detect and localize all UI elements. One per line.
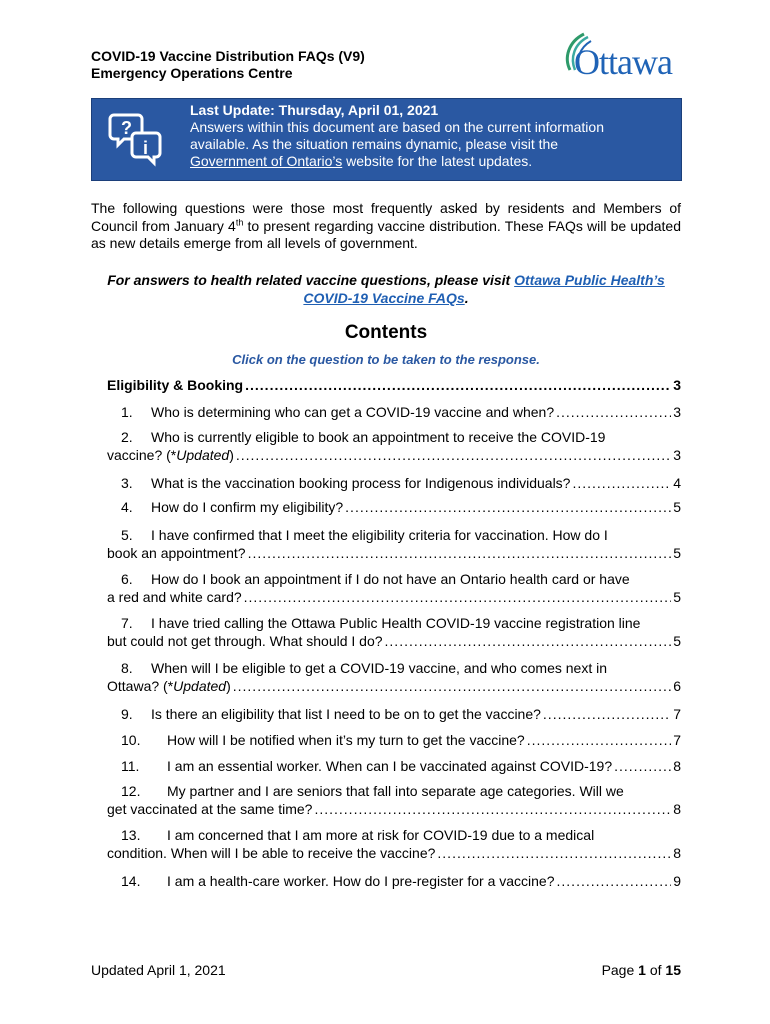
update-title: Last Update: Thursday, April 01, 2021 (190, 102, 439, 118)
toc-item-updated-tag: Updated (176, 447, 230, 463)
toc-item-row-continued (107, 844, 681, 862)
toc-item-title: How will I be notified when it’s my turn to get the vaccine? (167, 732, 525, 748)
toc-item-page: 7 (673, 732, 681, 748)
toc-item-row-continued (107, 800, 681, 818)
toc-item-row (121, 826, 681, 844)
page-prefix: Page (601, 962, 639, 978)
toc-item-title-continued: book an appointment? (107, 545, 246, 561)
toc-item-page: 5 (673, 545, 681, 561)
toc-leader-dots (543, 705, 671, 723)
toc-item-row (121, 403, 681, 421)
toc-item-title: Who is determining who can get a COVID-19 vaccine and when? (151, 404, 555, 420)
update-line-3-tail: website for the latest updates. (342, 153, 533, 169)
toc-item-number: 6. (121, 571, 133, 587)
toc-item-title-continued: condition. When will I be able to receive the vaccine? (107, 845, 436, 861)
toc-item-number: 2. (121, 429, 133, 445)
update-line-1: Answers within this document are based on the current information (190, 119, 604, 135)
toc-item-row (121, 782, 681, 800)
toc-leader-dots (245, 377, 671, 393)
toc-item-title: Who is currently eligible to book an appointment to receive the COVID-19 (151, 429, 606, 445)
toc-item-title: Is there an eligibility that list I need to be on to get the vaccine? (151, 706, 541, 722)
toc-item[interactable] (107, 826, 681, 862)
toc-item-title: I am a health-care worker. How do I pre-register for a vaccine? (167, 873, 555, 889)
page-mid: of (645, 962, 666, 978)
intro-paragraph (91, 200, 681, 253)
toc-item-row (121, 474, 681, 492)
toc-item-row-continued (107, 632, 681, 650)
toc-item-page: 4 (673, 475, 681, 491)
toc-item-number: 13. (121, 827, 141, 843)
toc-item-tail: ) (226, 678, 231, 694)
toc-item-row (121, 498, 681, 516)
toc-item[interactable] (121, 474, 681, 492)
toc-item-page: 5 (673, 499, 681, 515)
toc-item-title-continued: vaccine? (* (107, 447, 177, 463)
toc-leader-dots (572, 474, 671, 492)
page-current: 1 (638, 962, 646, 978)
toc-item-row-continued (107, 588, 681, 606)
toc-item-page: 8 (673, 801, 681, 817)
toc-item-number: 3. (121, 475, 133, 491)
toc-section-label: Eligibility & Booking (107, 377, 244, 393)
toc-item-title: How do I book an appointment if I do not have an Ontario health card or have (151, 571, 630, 587)
toc-section-page: 3 (673, 377, 681, 393)
toc-leader-dots (614, 757, 671, 775)
last-update-box (91, 98, 682, 181)
toc-item-title-continued: get vaccinated at the same time? (107, 801, 313, 817)
toc-leader-dots (233, 677, 671, 695)
toc-item-page: 8 (673, 845, 681, 861)
toc-item-title: How do I confirm my eligibility? (151, 499, 344, 515)
toc-item-row (121, 428, 681, 446)
health-questions-note (91, 271, 681, 307)
toc-item-page: 3 (673, 404, 681, 420)
update-text (190, 102, 670, 170)
toc-item-tail: ) (229, 447, 234, 463)
question-info-chat-icon (108, 109, 166, 169)
toc-item-row (121, 614, 681, 632)
toc-item[interactable] (121, 731, 681, 749)
toc-item-title: I am concerned that I am more at risk for COVID-19 due to a medical (167, 827, 595, 843)
toc-item-title: My partner and I are seniors that fall into separate age categories. Will we (167, 783, 624, 799)
toc-item-title-continued: but could not get through. What should I do? (107, 633, 383, 649)
toc-item[interactable] (121, 403, 681, 421)
document-title: COVID-19 Vaccine Distribution FAQs (V9) (91, 48, 365, 64)
toc-item-number: 5. (121, 527, 133, 543)
toc-item-row (121, 757, 681, 775)
svg-text:?: ? (121, 118, 132, 138)
toc-item-title: I am an essential worker. When can I be vaccinated against COVID-19? (167, 758, 613, 774)
toc-item-page: 9 (673, 873, 681, 889)
toc-item-number: 9. (121, 706, 133, 722)
toc-item-title: I have tried calling the Ottawa Public Health COVID-19 vaccine registration line (151, 615, 641, 631)
toc-item[interactable] (107, 614, 681, 650)
toc-item-row (121, 731, 681, 749)
toc-item-title: When will I be eligible to get a COVID-19 vaccine, and who comes next in (151, 660, 608, 676)
toc-leader-dots (437, 844, 671, 862)
contents-hint: Click on the question to be taken to the response. (232, 352, 540, 367)
toc-item-page: 6 (673, 678, 681, 694)
toc-item[interactable] (107, 526, 681, 562)
toc-item-number: 14. (121, 873, 141, 889)
toc-item[interactable] (121, 872, 681, 890)
toc-item-row (121, 659, 681, 677)
toc-item-number: 10. (121, 732, 141, 748)
toc-item-row (121, 570, 681, 588)
toc-leader-dots (244, 588, 672, 606)
toc-leader-dots (236, 446, 671, 464)
contents-heading: Contents (344, 322, 428, 343)
toc-item[interactable] (107, 659, 681, 695)
toc-item[interactable] (121, 498, 681, 516)
toc-item-number: 11. (121, 758, 140, 774)
document-subtitle: Emergency Operations Centre (91, 65, 293, 81)
intro-text-start: The following questions were those most frequently asked by residents and Members of Council from January 4 (91, 200, 681, 234)
toc-item-title-continued: a red and white card? (107, 589, 242, 605)
toc-item[interactable] (107, 570, 681, 606)
toc-item-title-continued: Ottawa? (* (107, 678, 174, 694)
toc-item[interactable] (121, 705, 681, 723)
toc-item-page: 7 (673, 706, 681, 722)
toc-leader-dots (385, 632, 672, 650)
toc-item[interactable] (107, 428, 681, 464)
toc-item-number: 7. (121, 615, 133, 631)
toc-item-row-continued (107, 544, 681, 562)
toc-item-row (121, 705, 681, 723)
intro-text-end: to present regarding vaccine distribution. These FAQs will be updated as new details emerge from all levels of government. (91, 217, 682, 251)
toc-item-page: 5 (673, 633, 681, 649)
toc-leader-dots (314, 800, 671, 818)
toc-item-number: 8. (121, 660, 133, 676)
health-note-prefix: For answers to health related vaccine questions, please visit (107, 272, 515, 288)
svg-text:i: i (143, 138, 149, 158)
toc-item-number: 1. (121, 404, 133, 420)
health-note-suffix: . (464, 290, 469, 306)
toc-item-title: I have confirmed that I meet the eligibility criteria for vaccination. How do I (151, 527, 608, 543)
toc-item-updated-tag: Updated (173, 678, 227, 694)
ottawa-public-health-faq-link[interactable]: Ottawa Public Health’s COVID-19 Vaccine FAQs (303, 272, 665, 306)
toc-item[interactable] (121, 757, 681, 775)
update-line-3 (190, 153, 670, 170)
toc-item-title: What is the vaccination booking process for Indigenous individuals? (151, 475, 571, 491)
toc-item-page: 3 (673, 447, 681, 463)
toc-item-page: 8 (673, 758, 681, 774)
toc-section-eligibility-booking[interactable] (107, 377, 681, 393)
intro-superscript: th (235, 216, 244, 227)
toc-leader-dots (557, 872, 672, 890)
toc-leader-dots (248, 544, 672, 562)
ottawa-logo-text: Ottawa (574, 42, 672, 82)
toc-item-row (121, 872, 681, 890)
toc-item-page: 5 (673, 589, 681, 605)
toc-leader-dots (345, 498, 671, 516)
toc-leader-dots (556, 403, 671, 421)
page-total: 15 (665, 962, 681, 978)
toc-item-row-continued (107, 446, 681, 464)
government-of-ontario-link[interactable]: Government of Ontario’s (190, 153, 343, 169)
footer-updated-date: Updated April 1, 2021 (91, 962, 226, 978)
ottawa-logo (560, 30, 684, 86)
toc-leader-dots (527, 731, 672, 749)
toc-item-row (121, 526, 681, 544)
toc-item[interactable] (107, 782, 681, 818)
toc-item-row-continued (107, 677, 681, 695)
update-line-2: available. As the situation remains dynamic, please visit the (190, 136, 559, 152)
toc-item-number: 4. (121, 499, 133, 515)
toc-item-number: 12. (121, 783, 141, 799)
footer-page-number (560, 962, 681, 978)
